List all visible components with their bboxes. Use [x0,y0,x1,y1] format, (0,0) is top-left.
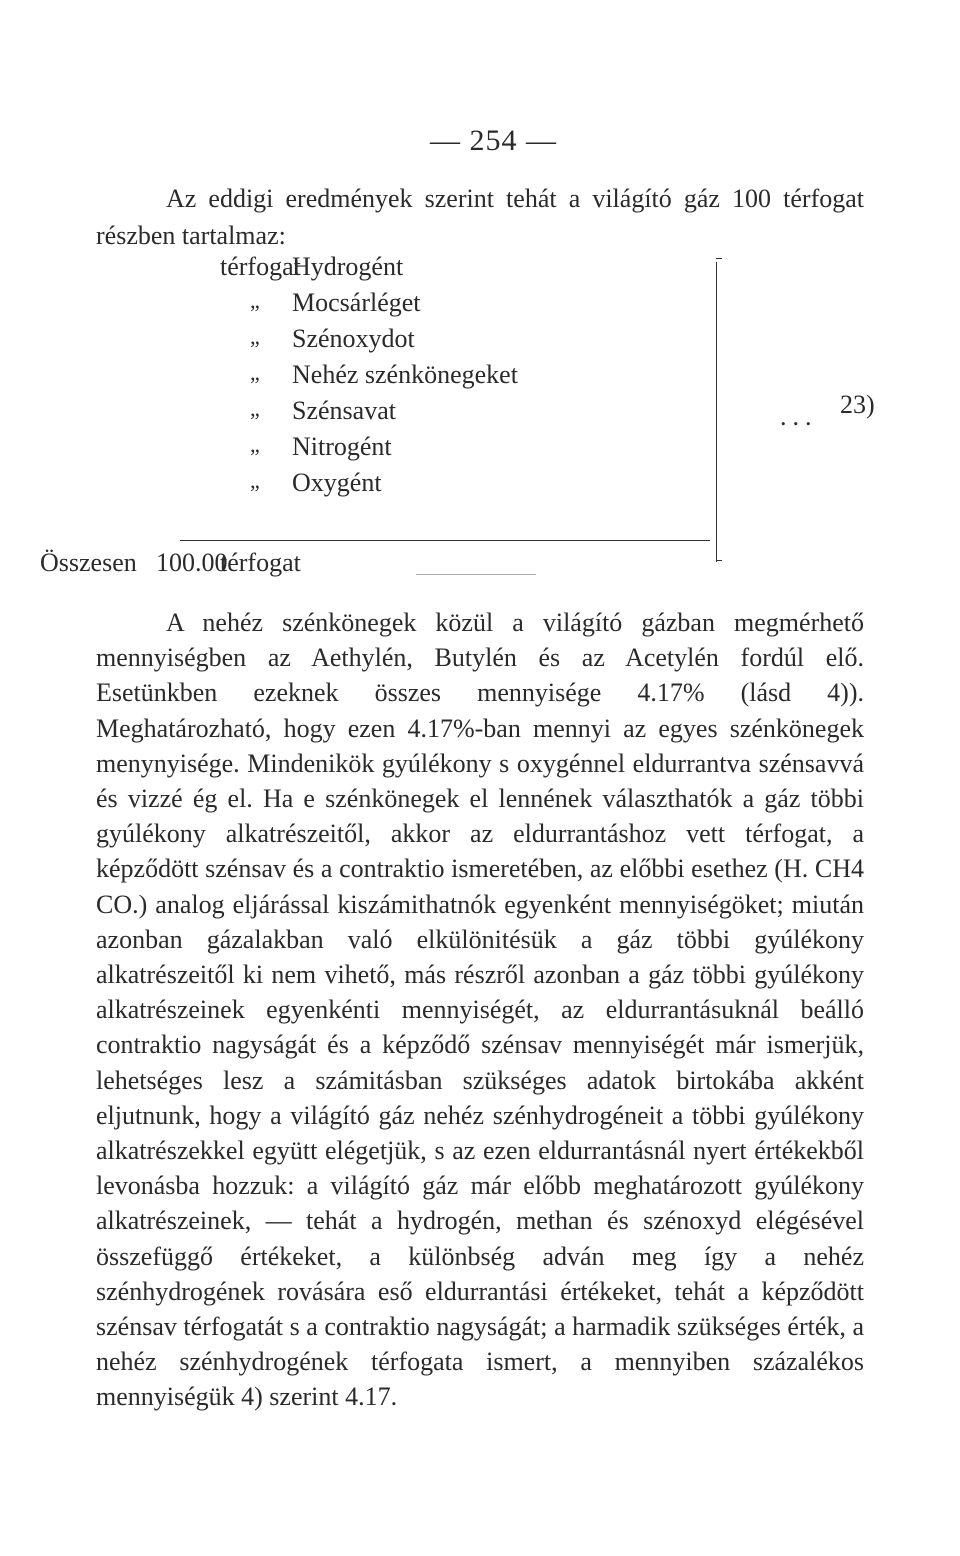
ditto-mark: „ [250,360,260,385]
bracket [716,262,717,562]
row-name: Oxygént [292,468,382,497]
body-paragraph: A nehéz szénkönegek közül a világító gázban megmérhető mennyiségben az Aethylén, Butylén és az Acetylén fordúl elő. Esetünkben ezeknek összes mennyisége 4.17% (lásd 4)). Meghatározható, hogy ezen 4.17%-ban mennyi az egyes szénkönegek menynyisége. Mindenikök gyúlékony s oxygénnel eldurrantva szénsavvá és vizzé ég el. Ha e szénkönegek el lennének választhatók a gáz többi gyúlékony alkatrészeitől, akkor az eldurrantáshoz vett térfogat, a képződött szénsav és a contraktio ismeretében, az előbbi esethez (H. CH4 CO.) analog eljárással kiszámithatnók egyenként mennyiségöket; miután azonban gázalakban való elkülönitésük a gáz többi gyúlékony alkatrészeitől ki nem vihető, más részről azonban a gáz többi gyúlékony alkatrészeinek egyenkénti mennyiségét, az eldurrantásuknál beálló contraktio nagyságát és a képződő szénsav mennyiségét már ismerjük, lehetséges lesz a számitásban szükséges adatok birtokába akként eljutnunk, hogy a világító gáz nehéz szénhydrogéneit a többi gyúlékony alkatrészekkel együtt elégetjük, s az ezen eldurrantásnál nyert értékekből levonásba hozzuk: a világító gáz már előbb meghatározott gyúlékony alkatrészeinek, — tehát a hydrogén, methan és szénoxyd elégésével összefüggő értékeket, a különbség adván meg így a nehéz szénhydrogének rovására eső eldurrantási értékeket, tehát a képződött szénsav térfogatát s a contraktio nagyságát; a harmadik szükséges érték, a nehéz szénhydrogének térfogata ismert, a mennyiben százalékos mennyiségük 4) szerint 4.17. [96,608,864,1412]
equation-reference: 23) [840,390,875,419]
total-unit: térfogat [220,548,301,577]
bracket-bottom [716,560,722,567]
row-name: Nitrogént [292,432,392,461]
row-name: Szénsavat [292,396,396,425]
row-name: Mocsárléget [292,288,421,317]
row-name: Nehéz szénkönegeket [292,360,518,389]
total-rule [180,540,710,541]
row-unit: térfogat [220,252,301,281]
composition-table [40,252,940,602]
reference-dots: ... [780,402,818,431]
row-name: Hydrogént [292,252,404,281]
ditto-mark: „ [250,396,260,421]
page-number: — 254 — [430,124,557,157]
ditto-mark: „ [250,288,260,313]
ditto-mark: „ [250,324,260,349]
ditto-mark: „ [250,468,260,493]
row-name: Szénoxydot [292,324,415,353]
total-value: 100.00 [156,548,228,577]
section-divider [416,574,536,575]
intro-paragraph: Az eddigi eredmények szerint tehát a világító gáz 100 térfogat részben tartalmaz: [96,184,864,250]
ditto-mark: „ [250,432,260,457]
total-label: Összesen [40,548,137,577]
